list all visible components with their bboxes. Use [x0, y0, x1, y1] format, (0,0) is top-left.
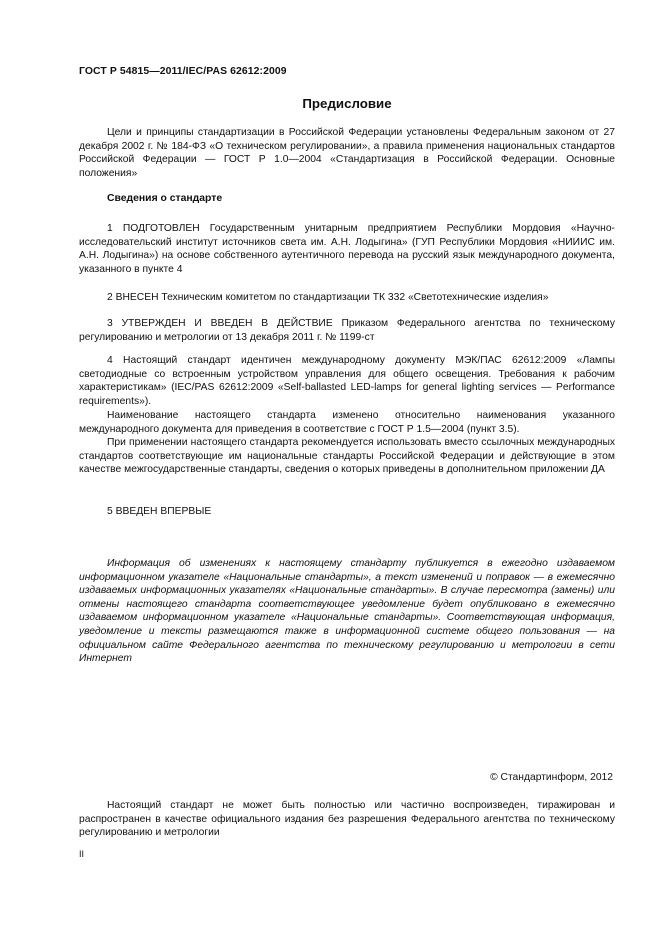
about-item-5: 5 ВВЕДЕН ВПЕРВЫЕ — [107, 506, 212, 517]
about-item-3: 3 УТВЕРЖДЕН И ВВЕДЕН В ДЕЙСТВИЕ Приказом Федерального агентства по техническому регулированию и метрологии от 13 декабря 2011 г. № 1199-ст — [79, 318, 615, 343]
copyright-line: © Стандартинформ, 2012 — [490, 772, 613, 783]
section-heading-about: Сведения о стандарте — [107, 193, 223, 204]
changes-notice-paragraph: Информация об изменениях к настоящему стандарту публикуется в ежегодно издаваемом информационном указателе «Национальные стандарты», а текст изменений и поправок — в ежемесячно издаваемых информационных указателях «Национальные стандарты». В случае пересмотра (замены) или отмены настоящего стандарта соответствующее уведомление будет опубликовано в ежемесячно издаваемом информационном указателе «Национальные стандарты». Соответствующая информация, уведомление и тексты размещаются также в информационной системе общего пользования — на официальном сайте Федерального агентства по техническому регулированию и метрологии в сети Интернет — [79, 558, 615, 665]
page-number: II — [79, 849, 85, 859]
about-item-2: 2 ВНЕСЕН Техническим комитетом по стандартизации ТК 332 «Светотехнические изделия» — [107, 292, 549, 303]
about-item-4-name-change: Наименование настоящего стандарта изменено относительно наименования указанного международного документа для приведения в соответствие с ГОСТ Р 1.5—2004 (пункт 3.5). — [79, 410, 615, 435]
foreword-intro-paragraph: Цели и принципы стандартизации в Российской Федерации установлены Федеральным законом от 27 декабря 2002 г. № 184-ФЗ «О техническом регулировании», а правила применения национальных стандартов Российской Федерации — ГОСТ Р 1.0—2004 «Стандартизация в Российской Федерации. Основные положения» — [79, 127, 615, 179]
document-header-code: ГОСТ Р 54815—2011/IEC/PAS 62612:2009 — [79, 66, 287, 77]
about-item-4: 4 Настоящий стандарт идентичен международному документу МЭК/ПАС 62612:2009 «Лампы светодиодные со встроенным устройством управления для общего освещения. Требования к рабочим характеристикам» (IEC/PAS 62612:2009 «Self-ballasted LED-lamps for general lighting services — Performance requirements»). — [79, 355, 615, 407]
about-item-4-references: При применении настоящего стандарта рекомендуется использовать вместо ссылочных международных стандартов соответствующие им национальные стандарты Российской Федерации и действующие в этом качестве межгосударственные стандарты, сведения о которых приведены в дополнительном приложении ДА — [79, 437, 615, 476]
reproduction-notice-paragraph: Настоящий стандарт не может быть полностью или частично воспроизведен, тиражирован и распространен в качестве официального издания без разрешения Федерального агентства по техническому регулированию и метрологии — [79, 800, 615, 839]
page-title: Предисловие — [302, 96, 392, 111]
about-item-1: 1 ПОДГОТОВЛЕН Государственным унитарным предприятием Республики Мордовия «Научно-исследовательский институт источников света им. А.Н. Лодыгина» (ГУП Республики Мордовия «НИИИС им. А.Н. Лодыгина») на основе собственного аутентичного перевода на русский язык международного документа, указанного в пункте 4 — [79, 223, 615, 275]
